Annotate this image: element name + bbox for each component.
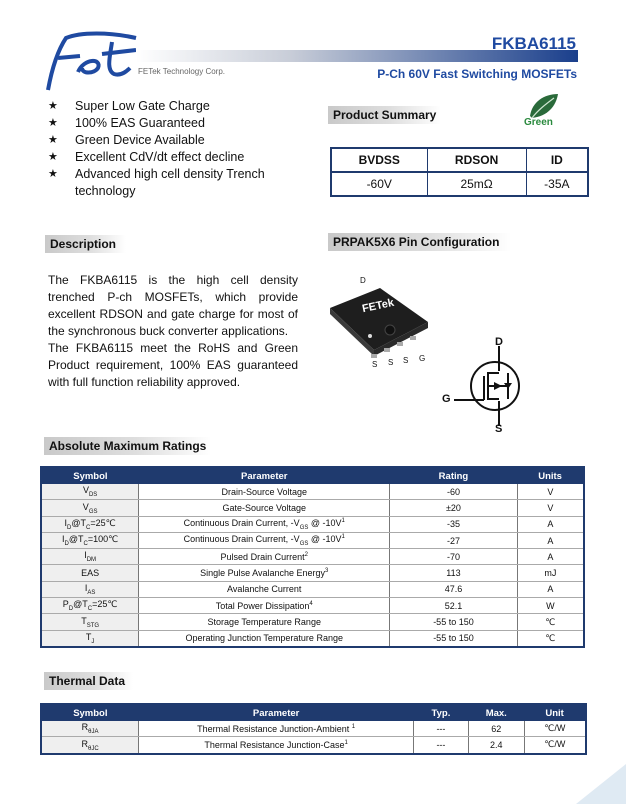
max-cell: 62 — [468, 721, 524, 737]
table-header: Max. — [468, 704, 524, 721]
typ-cell: --- — [414, 721, 469, 737]
symbol-cell — [41, 630, 139, 647]
symbol-condition: =25℃ — [90, 517, 116, 528]
symbol-cell — [41, 500, 139, 516]
parameter-text: Continuous Drain Current, -V — [183, 534, 300, 545]
star-bullet-icon: ★ — [48, 117, 58, 129]
parameter-cell — [139, 614, 390, 630]
parameter-cell — [139, 565, 390, 581]
pin-label-d: D — [360, 276, 366, 285]
symbol-cell — [41, 516, 139, 532]
unit-cell: ℃/W — [524, 737, 586, 754]
part-number: FKBA6115 — [491, 34, 576, 53]
feature-item: ★ Super Low Gate Charge — [48, 99, 210, 113]
symbol-cell — [41, 598, 139, 614]
footnote-ref: 1 — [341, 534, 345, 541]
package-illustration — [322, 270, 442, 380]
parameter-text: Pulsed Drain Current — [220, 551, 305, 562]
summary-header: BVDSS — [331, 148, 427, 172]
mosfet-symbol — [438, 336, 548, 436]
star-bullet-icon: ★ — [48, 151, 58, 163]
symbol-text: R — [81, 722, 89, 733]
pin-label-s: S — [372, 360, 378, 369]
feature-item: ★ 100% EAS Guaranteed — [48, 116, 205, 130]
table-header: Parameter — [139, 467, 390, 484]
footnote-ref: 4 — [309, 600, 313, 607]
description-heading: Description — [45, 235, 126, 253]
rating-cell: -70 — [390, 549, 517, 565]
product-summary-heading: Product Summary — [328, 106, 441, 124]
star-bullet-icon: ★ — [48, 100, 58, 112]
parameter-text: Operating Junction Temperature Range — [185, 633, 343, 644]
table-row — [41, 549, 584, 565]
footnote-ref: 1 — [344, 739, 348, 746]
table-row — [41, 721, 586, 737]
unit-cell: mJ — [517, 565, 584, 581]
symbol-subscript: D — [68, 606, 74, 613]
parameter-text: Continuous Drain Current, -V — [183, 517, 300, 528]
parameter-text: Avalanche Current — [227, 584, 302, 595]
symbol-subscript: θJC — [88, 745, 99, 752]
feature-item: ★ Green Device Available — [48, 133, 205, 147]
thermal-heading: Thermal Data — [44, 672, 133, 690]
symbol-cell — [41, 721, 139, 737]
feature-list — [48, 98, 298, 200]
footnote-ref: 3 — [325, 568, 329, 575]
unit-cell: W — [517, 598, 584, 614]
summary-header: ID — [526, 148, 588, 172]
parameter-condition: @ -10V — [308, 517, 342, 528]
symbol-subscript: GS — [88, 508, 98, 515]
table-header: Unit — [524, 704, 586, 721]
unit-cell: A — [517, 581, 584, 597]
symbol-subscript: C — [83, 540, 88, 547]
table-header: Parameter — [139, 704, 414, 721]
symbol-text: I — [62, 534, 65, 545]
rating-cell: 47.6 — [390, 581, 517, 597]
summary-value: -35A — [526, 172, 588, 196]
description-paragraph: The FKBA6115 is the high cell density trenched P-ch MOSFETs, which provide excellent RDSON and gate charge for most of the synchronous buck converter applications. — [48, 273, 298, 338]
parameter-cell — [139, 532, 390, 548]
parameter-subscript: GS — [299, 524, 309, 531]
symbol-cell — [41, 484, 139, 500]
parameter-cell — [139, 630, 390, 647]
symbol-cell — [41, 614, 139, 630]
symbol-label-g: G — [442, 393, 451, 405]
feature-item: ★ Excellent CdV/dt effect decline — [48, 150, 245, 164]
symbol-condition: =25℃ — [92, 599, 118, 610]
table-header: Symbol — [41, 704, 139, 721]
rating-cell: -60 — [390, 484, 517, 500]
symbol-label-d: D — [495, 336, 503, 348]
table-row — [41, 565, 584, 581]
symbol-subscript: J — [91, 638, 95, 645]
symbol-text: V — [82, 485, 89, 496]
table-header: Symbol — [41, 467, 139, 484]
symbol-cell — [41, 737, 139, 754]
symbol-text: T — [81, 615, 87, 626]
parameter-cell — [139, 737, 414, 754]
table-row — [41, 630, 584, 647]
rating-cell: -55 to 150 — [390, 614, 517, 630]
parameter-cell — [139, 598, 390, 614]
green-badge-text: Green — [524, 117, 553, 128]
table-row — [41, 581, 584, 597]
rating-cell: ±20 — [390, 500, 517, 516]
parameter-cell — [139, 516, 390, 532]
parameter-cell — [139, 484, 390, 500]
symbol-cell — [41, 532, 139, 548]
pin-label-s: S — [388, 358, 394, 367]
symbol-subscript: D — [64, 540, 69, 547]
symbol-condition: =100℃ — [87, 534, 119, 545]
parameter-cell — [139, 549, 390, 565]
symbol-condition: @T — [71, 517, 87, 528]
unit-cell: ℃ — [517, 614, 584, 630]
feature-item: ★ Advanced high cell density Trench technology — [48, 167, 265, 198]
symbol-text: P — [62, 599, 69, 610]
chip-label: FETek — [361, 296, 396, 316]
company-logo — [40, 28, 140, 92]
footnote-ref: 1 — [351, 723, 356, 730]
rating-cell: 113 — [390, 565, 517, 581]
parameter-condition: @ -10V — [308, 534, 342, 545]
symbol-cell — [41, 549, 139, 565]
unit-cell: ℃ — [517, 630, 584, 647]
max-cell: 2.4 — [468, 737, 524, 754]
abs-max-table — [40, 466, 585, 648]
parameter-cell — [139, 500, 390, 516]
table-row — [41, 500, 584, 516]
footnote-ref: 1 — [341, 517, 345, 524]
pin-label-s: S — [403, 356, 409, 365]
parameter-text: Storage Temperature Range — [207, 617, 321, 628]
parameter-text: Gate-Source Voltage — [222, 502, 307, 513]
symbol-text: I — [84, 583, 88, 594]
description-text — [48, 272, 298, 391]
abs-max-heading: Absolute Maximum Ratings — [44, 437, 211, 455]
symbol-subscript: C — [87, 606, 93, 613]
symbol-cell — [41, 565, 139, 581]
unit-cell: A — [517, 549, 584, 565]
symbol-text: T — [85, 631, 92, 642]
unit-cell: V — [517, 484, 584, 500]
symbol-text: V — [82, 501, 89, 512]
unit-cell: A — [517, 516, 584, 532]
rating-cell: 52.1 — [390, 598, 517, 614]
parameter-subscript: GS — [299, 540, 309, 547]
description-paragraph: The FKBA6115 meet the RoHS and Green Product requirement, 100% EAS guaranteed with full function reliability approved. — [48, 341, 298, 389]
parameter-cell — [139, 581, 390, 597]
parameter-text: Total Power Dissipation — [215, 600, 310, 611]
unit-cell: ℃/W — [524, 721, 586, 737]
unit-cell: A — [517, 532, 584, 548]
symbol-condition: @T — [73, 599, 88, 610]
table-row — [41, 484, 584, 500]
company-name: FETek Technology Corp. — [138, 67, 226, 76]
thermal-table — [40, 703, 587, 755]
table-row — [41, 737, 586, 754]
symbol-label-s: S — [495, 423, 503, 435]
table-header: Typ. — [414, 704, 469, 721]
star-bullet-icon: ★ — [48, 134, 58, 146]
table-row — [41, 516, 584, 532]
unit-cell: V — [517, 500, 584, 516]
parameter-text: Single Pulse Avalanche Energy — [200, 568, 326, 579]
symbol-subscript: C — [86, 524, 91, 531]
rating-cell: -27 — [390, 532, 517, 548]
pin-config-heading: PRPAK5X6 Pin Configuration — [328, 233, 511, 251]
summary-value: 25mΩ — [427, 172, 526, 196]
parameter-text: Thermal Resistance Junction-Case — [204, 739, 345, 750]
symbol-text: EAS — [81, 568, 100, 579]
summary-value: -60V — [331, 172, 427, 196]
symbol-subscript: D — [67, 524, 72, 531]
symbol-subscript: DM — [86, 557, 97, 564]
green-leaf-icon — [518, 90, 568, 132]
rating-cell: -55 to 150 — [390, 630, 517, 647]
symbol-text: I — [84, 550, 87, 561]
page-corner-decoration — [576, 764, 626, 804]
rating-cell: -35 — [390, 516, 517, 532]
symbol-subscript: θJA — [88, 729, 99, 736]
typ-cell: --- — [414, 737, 469, 754]
parameter-text: Thermal Resistance Junction-Ambient — [197, 723, 352, 734]
symbol-subscript: DS — [88, 492, 98, 499]
parameter-text: Drain-Source Voltage — [221, 486, 308, 497]
pin-label-g: G — [419, 354, 426, 363]
footnote-ref: 2 — [304, 551, 308, 558]
parameter-cell — [139, 721, 414, 737]
symbol-text: I — [64, 517, 68, 528]
table-row — [41, 614, 584, 630]
symbol-cell — [41, 581, 139, 597]
product-summary-table — [330, 147, 589, 197]
symbol-text: R — [81, 738, 88, 749]
summary-header: RDSON — [427, 148, 526, 172]
symbol-subscript: AS — [87, 589, 96, 596]
product-subtitle: P-Ch 60V Fast Switching MOSFETs — [377, 67, 577, 81]
table-row — [41, 532, 584, 548]
symbol-condition: @T — [68, 534, 84, 545]
star-bullet-icon: ★ — [48, 168, 58, 180]
table-header: Units — [517, 467, 584, 484]
table-header: Rating — [390, 467, 517, 484]
symbol-subscript: STG — [86, 622, 100, 629]
table-row — [41, 598, 584, 614]
